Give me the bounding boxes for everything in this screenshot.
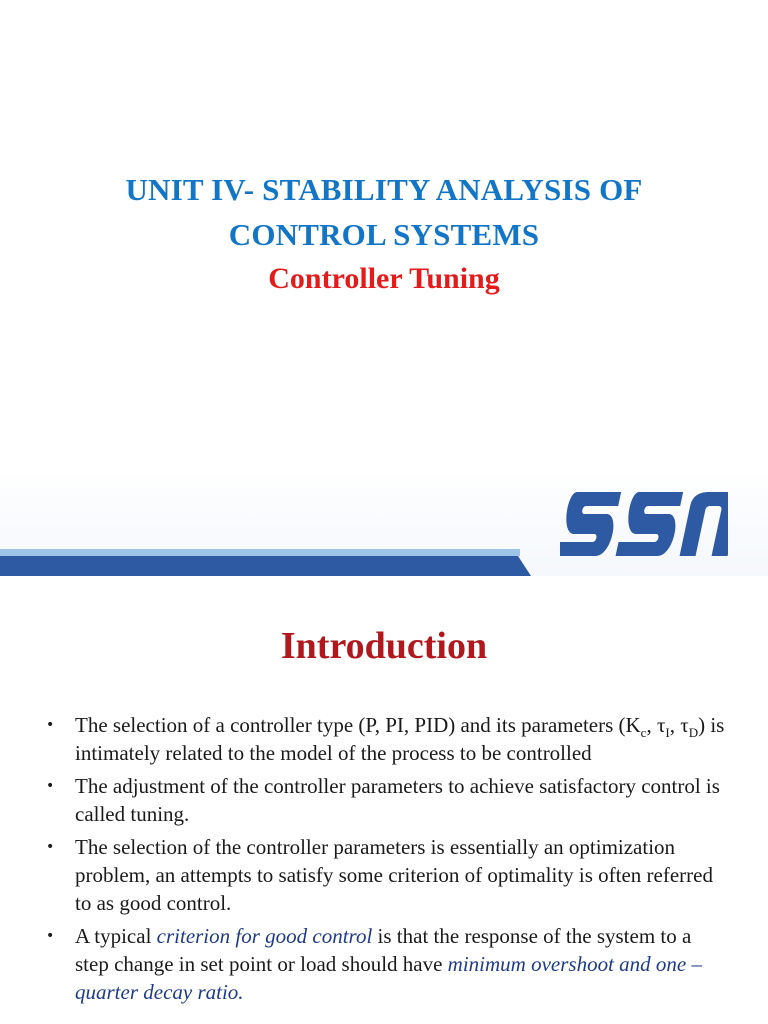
unit-title-line2: CONTROL SYSTEMS (228, 217, 540, 252)
footer-band-dark-stripe (0, 556, 531, 576)
ssn-logo (560, 488, 728, 560)
unit-title-line1: UNIT IV- STABILITY ANALYSIS OF (125, 172, 643, 207)
bullet-item: • A typical criterion for good control is that the response of the system to a step change in set point or load should have minimum overshoot and one – quarter decay ratio. (46, 924, 702, 1004)
bullet-dot-icon: • (46, 839, 55, 855)
highlighted-term: criterion for good control (156, 924, 373, 948)
bullet-dot-icon: • (46, 717, 55, 733)
bullet-item: • The adjustment of the controller parameters to achieve satisfactory control is called tuning. (46, 774, 720, 826)
footer-band-light-stripe (0, 549, 520, 556)
bullet-dot-icon: • (46, 778, 55, 794)
bullet-item: • The selection of a controller type (P, PI, PID) and its parameters ($K_c$, $\tau_I$, $\tau_D$) is intimately related to the model of the process to be controlled (46, 713, 725, 765)
slide-subtitle: Controller Tuning (268, 262, 500, 295)
introduction-slide (0, 590, 768, 1024)
bullet-dot-icon: • (46, 928, 55, 944)
bullet-list (46, 711, 726, 1011)
bullet-item: • The selection of the controller parameters is essentially an optimization problem, an attempts to satisfy some criterion of optimality is often referred to as good control. (46, 835, 713, 915)
unit-title (0, 167, 768, 257)
highlighted-term: minimum overshoot and one – quarter decay ratio. (75, 952, 702, 1004)
introduction-title: Introduction (280, 625, 488, 667)
